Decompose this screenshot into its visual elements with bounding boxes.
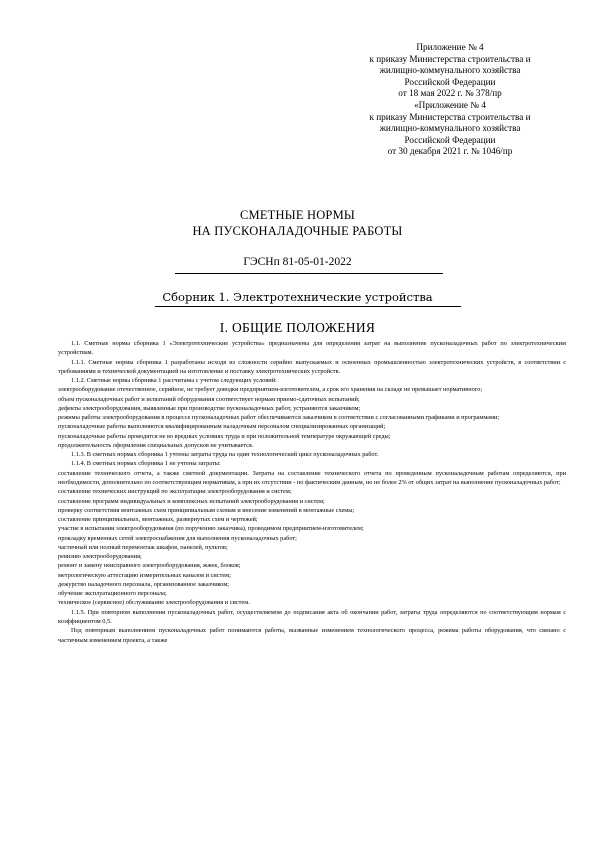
paragraph: частичный или полный перемонтаж шкафов, панелей, пультов; xyxy=(58,543,228,551)
section-heading: I. ОБЩИЕ ПОЛОЖЕНИЯ xyxy=(219,320,376,335)
paragraph: техническое (сервисное) обслуживание электрооборудования и систем. xyxy=(58,599,250,607)
paragraph: метрологическую аттестацию измерительных каналов и систем; xyxy=(58,571,231,579)
paragraph: участие в испытании электрооборудования (по поручению заказчика), проводимом предприятием-изготовителем; xyxy=(58,525,364,533)
paragraph: пусконаладочные работы выполняются квалифицированным наладочным персоналом специализированных организаций; xyxy=(58,423,386,431)
appendix-line: Российской Федерации xyxy=(404,76,496,87)
paragraph: ремонт и замену неисправного электрооборудования, жжек, блоков; xyxy=(58,562,241,570)
paragraph: 1.1.1. Сметные нормы сборника 1 разработаны исходя из сложности серийно выпускаемых и освоенных промышленностью электротехнических устройств, в соответствии с требованиями и технической документацией на изготовление и поставку электротехнических устройств. xyxy=(58,358,566,375)
document-body xyxy=(58,339,566,645)
appendix-line: жилищно-коммунального хозяйства xyxy=(379,123,521,134)
paragraph: прокладку временных сетей электроснабжения для выполнения пусконаладочных работ; xyxy=(58,534,297,542)
paragraph: 1.1.2. Сметные нормы сборника 1 рассчитаны с учетом следующих условий: xyxy=(71,377,277,385)
paragraph: составление технического отчета, а также сметной документации. Затраты на составление технического отчета по проведенным пусконаладочным работам определяются, при необходимости, дополнительно по соответствующим нормативам, а при их отсутствии - по фактическим данным, но не более 2% от общих затрат на выполнение пусконаладочных работ; xyxy=(58,469,566,486)
paragraph: 1.1.3. В сметных нормах сборника 1 учтены затраты труда на один технологический цикл пусконаладочных работ. xyxy=(71,451,379,459)
code-underline xyxy=(175,273,443,274)
norm-code: ГЭСНп 81-05-01-2022 xyxy=(243,256,352,268)
paragraph: составление программ индивидуальных и комплексных испытаний электрооборудования и систем; xyxy=(58,497,325,505)
paragraph: 1.1.5. При повторном выполнении пусконаладочных работ, осуществляемом до подписания акта об окончании работ, затраты труда определяются по соответствующим нормам с коэффициентом 0,5. xyxy=(58,608,566,625)
collection-underline xyxy=(155,306,461,307)
paragraph: 1.1.4. В сметных нормах сборника 1 не учтены затраты: xyxy=(71,460,221,468)
appendix-line: к приказу Министерства строительства и xyxy=(369,111,531,122)
paragraph: режимы работы электрооборудования в процессе пусконаладочных работ обеспечиваются заказчиком в соответствии с согласованными графиками и программами; xyxy=(58,414,500,422)
paragraph: Под повторным выполнением пусконаладочных работ понимаются работы, вызванные изменением технологического процесса, режима работы оборудования, что связано с частичным изменением проекта, а также xyxy=(58,627,566,644)
document-title-line2: НА ПУСКОНАЛАДОЧНЫЕ РАБОТЫ xyxy=(192,224,403,238)
appendix-line: к приказу Министерства строительства и xyxy=(369,53,531,64)
paragraph: дежурство наладочного персонала, организованное заказчиком; xyxy=(58,580,230,588)
paragraph: продолжительность оформления специальных допусков не учитывается. xyxy=(58,441,254,449)
document-title-line1: СМЕТНЫЕ НОРМЫ xyxy=(239,208,356,222)
paragraph: проверку соответствия монтажных схем принципиальным схемам и внесение изменений в монтажные схемы; xyxy=(58,506,355,514)
appendix-line: от 18 мая 2022 г. № 378/пр xyxy=(398,88,502,99)
appendix-line: Российской Федерации xyxy=(404,134,496,145)
paragraph: составление технических инструкций по эксплуатации электрооборудования и систем; xyxy=(58,488,292,496)
collection-title: Сборник 1. Электротехнические устройства xyxy=(162,290,433,304)
paragraph: 1.1. Сметные нормы сборника 1 «Электротехнические устройства» предназначены для определения затрат на выполнение пусконаладочных работ по электротехническим устройствам. xyxy=(58,340,566,357)
appendix-line: «Приложение № 4 xyxy=(414,99,486,110)
paragraph: обучение эксплуатационного персонала; xyxy=(58,590,167,598)
paragraph: ревизию электрооборудования; xyxy=(58,553,142,561)
appendix-line: от 30 декабря 2021 г. № 1046/пр xyxy=(387,146,513,157)
paragraph: дефекты электрооборудования, выявленные при производстве пусконаладочных работ, устраняются заказчиком; xyxy=(58,404,361,412)
paragraph: электрооборудование отечественное, серийное, не требует доводки предприятием-изготовителем, а срок его хранения на складе не превышает нормативного; xyxy=(58,386,483,394)
appendix-line: Приложение № 4 xyxy=(416,42,484,52)
paragraph: составление принципиальных, монтажных, развернутых схем и чертежей; xyxy=(58,516,258,524)
paragraph: объем пусконаладочных работ и испытаний оборудования соответствует нормам приемо-сдаточных испытаний; xyxy=(58,395,360,403)
appendix-line: жилищно-коммунального хозяйства xyxy=(379,65,521,76)
paragraph: пусконаладочные работы проводятся не во вредных условиях труда и при положительной температуре окружающей среды; xyxy=(58,432,391,440)
appendix-header xyxy=(340,42,560,158)
